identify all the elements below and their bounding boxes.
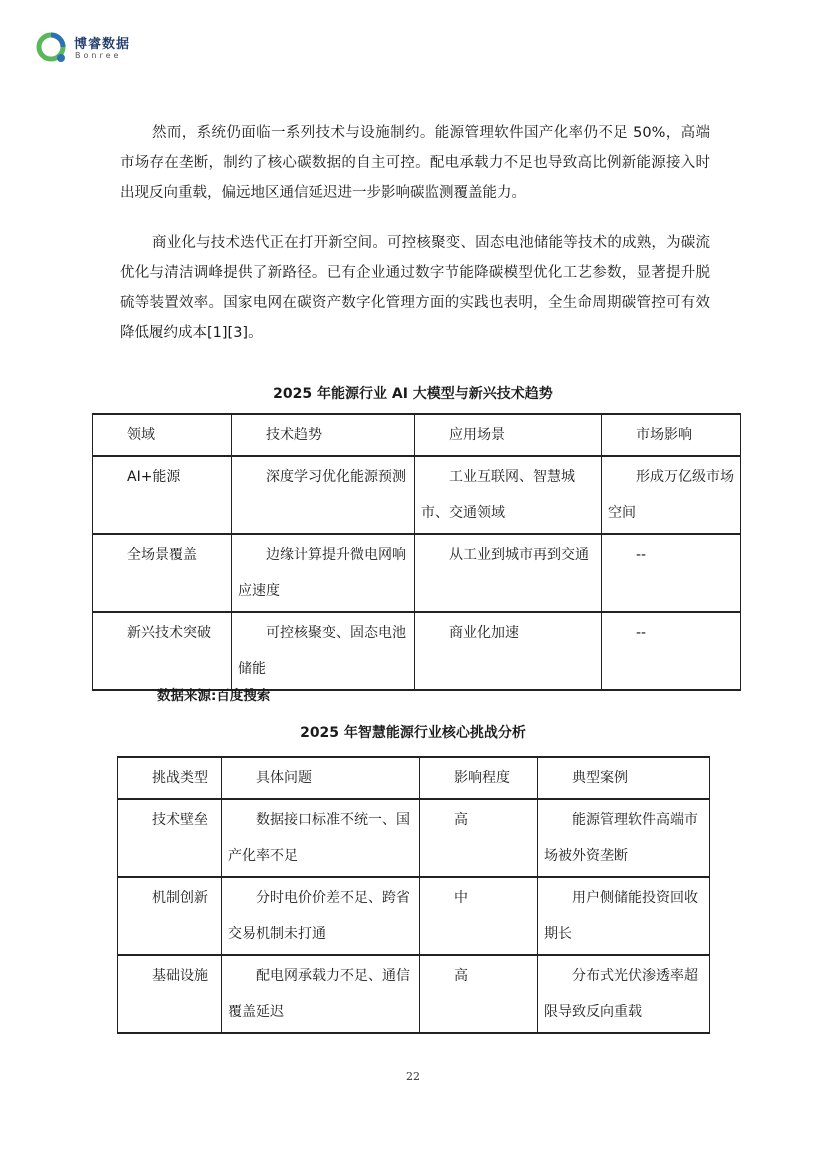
body-paragraph-1: 然而，系统仍面临一系列技术与设施制约。能源管理软件国产化率仍不足 50%，高端市场存在垄断，制约了核心碳数据的自主可控。配电承载力不足也导致高比例新能源接入时出现反向重载，偏远地区通信延迟进一步影响碳监测覆盖能力。	[120, 125, 710, 201]
table-header-cell: 市场影响	[602, 414, 741, 456]
table-cell: 全场景覆盖	[93, 534, 232, 612]
table1-title: 2025 年能源行业 AI 大模型与新兴技术趋势	[273, 386, 553, 402]
bonree-logo-icon	[36, 30, 70, 64]
table-cell: 配电网承载力不足、通信覆盖延迟	[222, 955, 420, 1033]
table-cell: 工业互联网、智慧城市、交通领域	[415, 456, 602, 534]
table-cell: --	[602, 612, 741, 690]
data-source-note: 数据来源:百度搜索	[157, 688, 271, 704]
table-cell: 新兴技术突破	[93, 612, 232, 690]
table-cell: 能源管理软件高端市场被外资垄断	[538, 799, 710, 877]
table-row	[93, 456, 741, 534]
table-cell: 机制创新	[118, 877, 222, 955]
table-header-row	[118, 757, 710, 799]
table-cell: 分布式光伏渗透率超限导致反向重载	[538, 955, 710, 1033]
logo-english-name: Bonree	[75, 51, 122, 60]
table2-title: 2025 年智慧能源行业核心挑战分析	[300, 725, 526, 741]
table-cell: 边缘计算提升微电网响应速度	[232, 534, 415, 612]
table-cell: 基础设施	[118, 955, 222, 1033]
table-row	[118, 955, 710, 1033]
table-header-cell: 挑战类型	[118, 757, 222, 799]
table-cell: 高	[420, 799, 538, 877]
table-row	[118, 799, 710, 877]
challenges-table	[117, 756, 710, 1034]
page-number: 22	[406, 1070, 420, 1083]
table-cell: 技术壁垒	[118, 799, 222, 877]
table-cell: 深度学习优化能源预测	[232, 456, 415, 534]
table-header-row	[93, 414, 741, 456]
body-paragraph-2: 商业化与技术迭代正在打开新空间。可控核聚变、固态电池储能等技术的成熟，为碳流优化与清洁调峰提供了新路径。已有企业通过数字节能降碳模型优化工艺参数，显著提升脱硫等装置效率。国家电网在碳资产数字化管理方面的实践也表明，全生命周期碳管控可有效降低履约成本[1][3]。	[120, 235, 710, 341]
table-cell: 用户侧储能投资回收期长	[538, 877, 710, 955]
table-row	[118, 877, 710, 955]
table-header-cell: 具体问题	[222, 757, 420, 799]
table-cell: 从工业到城市再到交通	[415, 534, 602, 612]
table-cell: 数据接口标准不统一、国产化率不足	[222, 799, 420, 877]
table-header-cell: 领域	[93, 414, 232, 456]
table-cell: --	[602, 534, 741, 612]
table-row	[93, 534, 741, 612]
table-cell: 高	[420, 955, 538, 1033]
table-cell: 中	[420, 877, 538, 955]
table-header-cell: 应用场景	[415, 414, 602, 456]
table-cell: AI+能源	[93, 456, 232, 534]
table-cell: 商业化加速	[415, 612, 602, 690]
table-header-cell: 影响程度	[420, 757, 538, 799]
table-row	[93, 612, 741, 690]
table-header-cell: 技术趋势	[232, 414, 415, 456]
table-cell: 可控核聚变、固态电池储能	[232, 612, 415, 690]
ai-trends-table	[92, 413, 741, 691]
logo-chinese-name: 博睿数据	[74, 37, 131, 52]
table-header-cell: 典型案例	[538, 757, 710, 799]
table-cell: 分时电价价差不足、跨省交易机制未打通	[222, 877, 420, 955]
table-cell: 形成万亿级市场空间	[602, 456, 741, 534]
